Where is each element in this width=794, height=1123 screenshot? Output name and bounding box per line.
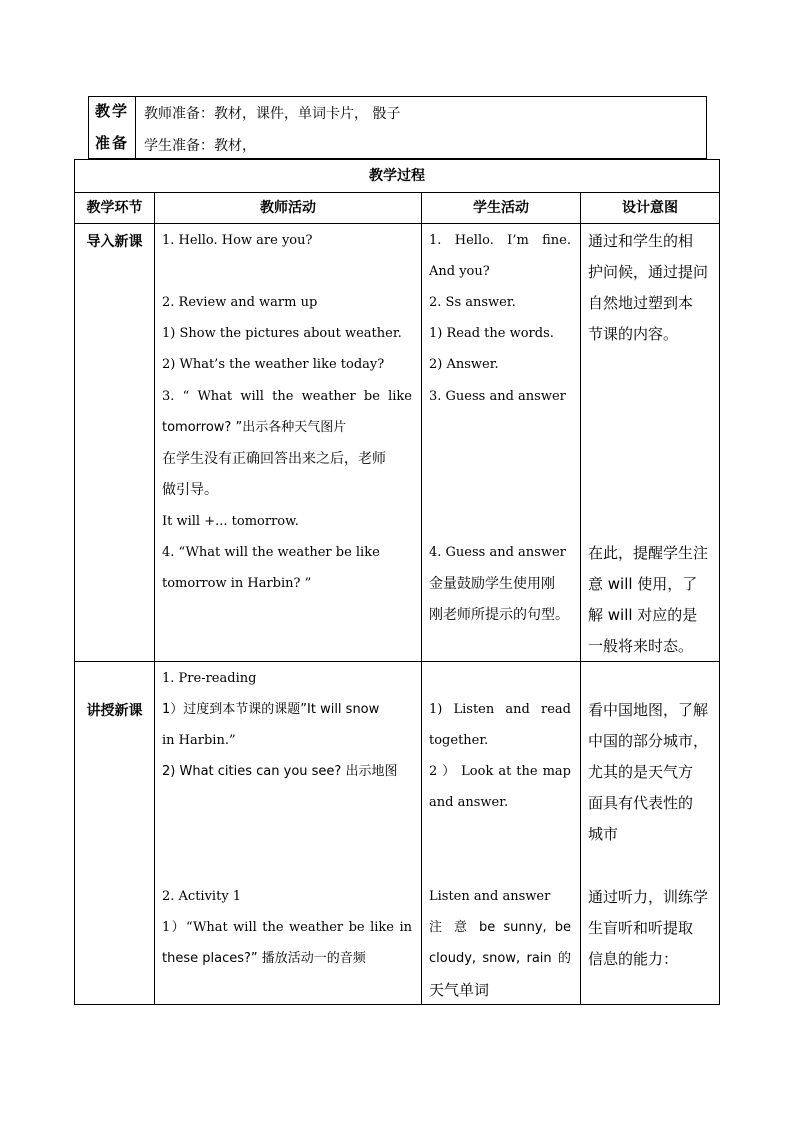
student-line: 2) Answer.	[429, 357, 499, 372]
teacher-line: 1. Hello. How are you?	[162, 233, 313, 248]
preparation-label	[89, 97, 136, 158]
intent-line: 城市	[588, 825, 619, 843]
student-line: and answer.	[429, 795, 509, 810]
teacher-line: 2. Review and warm up	[162, 295, 318, 310]
student-line: 2 ） Look at the map	[429, 764, 571, 779]
teacher-line: tomorrow? ”出示各种天气图片	[162, 420, 347, 435]
teaching-process-table	[74, 159, 720, 1005]
intent-line: 在此，提醒学生注	[588, 544, 709, 562]
header-student-activity: 学生活动	[473, 200, 529, 216]
preparation-box	[88, 96, 707, 159]
student-line: Listen and answer	[429, 889, 551, 904]
divider	[154, 192, 155, 1004]
student-line: cloudy, snow, rain 的	[429, 951, 571, 966]
student-line: 注 意 be sunny, be	[429, 920, 571, 935]
preparation-label-top: 教学	[94, 102, 129, 120]
teacher-line: 在学生没有正确回答出来之后，老师	[162, 451, 386, 467]
teacher-line: It will +... tomorrow.	[162, 514, 299, 529]
intent-line: 通过和学生的相	[588, 232, 694, 250]
student-line: 刚老师所提示的句型。	[429, 607, 569, 623]
intent-line: 尤其的是天气方	[588, 763, 694, 781]
student-line: 4. Guess and answer	[429, 545, 566, 560]
preparation-label-bottom: 准备	[94, 134, 129, 152]
intent-line: 一般将来时态。	[588, 637, 694, 655]
stage-intro: 导入新课	[86, 234, 143, 250]
student-line: 1) Listen and read	[429, 702, 571, 717]
student-line: together.	[429, 733, 489, 748]
teacher-line: these places?” 播放活动一的音频	[162, 951, 366, 966]
intent-line: 信息的能力：	[588, 950, 679, 968]
header-design-intent: 设计意图	[622, 200, 678, 216]
intent-line: 看中国地图，了解	[588, 701, 709, 719]
student-line: 1. Hello. I’m fine.	[429, 233, 571, 248]
teacher-line: 2) What cities can you see? 出示地图	[162, 764, 398, 779]
header-teacher-activity: 教师活动	[260, 200, 316, 216]
divider	[580, 192, 581, 1004]
stage-new-lesson: 讲授新课	[86, 703, 143, 719]
student-line: 1) Read the words.	[429, 326, 554, 341]
intent-line: 意 will 使用，了	[588, 575, 698, 593]
teacher-line: 4. “What will the weather be like	[162, 545, 380, 560]
header-stage: 教学环节	[86, 200, 143, 216]
student-line: 天气单词	[429, 981, 490, 999]
teacher-line: 2. Activity 1	[162, 889, 242, 904]
student-line: And you?	[429, 264, 490, 279]
table-title: 教学过程	[369, 168, 425, 184]
teacher-line: 1. Pre-reading	[162, 671, 257, 686]
student-line: 金量鼓励学生使用刚	[429, 576, 555, 592]
intent-line: 面具有代表性的	[588, 794, 694, 812]
intent-line: 节课的内容。	[588, 325, 679, 343]
teacher-line: 1）过度到本节课的课题”It will snow	[162, 702, 380, 717]
student-line: 2. Ss answer.	[429, 295, 516, 310]
teacher-preparation: 教师准备：教材，课件，单词卡片， 骰子	[144, 106, 401, 122]
student-preparation: 学生准备：教材，	[144, 138, 256, 154]
intent-line: 护问候，通过提问	[588, 263, 709, 281]
intent-line: 解 will 对应的是	[588, 606, 698, 624]
divider	[421, 192, 422, 1004]
teacher-line: 1) Show the pictures about weather.	[162, 326, 402, 341]
teacher-line: 做引导。	[162, 482, 218, 498]
teacher-line: 2) What’s the weather like today?	[162, 357, 385, 372]
teacher-line: in Harbin.”	[162, 733, 236, 748]
intent-line: 中国的部分城市，	[588, 732, 709, 750]
intent-line: 生盲听和听提取	[588, 919, 694, 937]
teacher-line: 1）“What will the weather be like in	[162, 920, 412, 935]
divider	[75, 661, 719, 662]
student-line: 3. Guess and answer	[429, 389, 566, 404]
teacher-line: 3. “ What will the weather be like	[162, 389, 412, 404]
intent-line: 通过听力，训练学	[588, 888, 709, 906]
intent-line: 自然地过塑到本	[588, 294, 694, 312]
teacher-line: tomorrow in Harbin? ”	[162, 576, 312, 591]
